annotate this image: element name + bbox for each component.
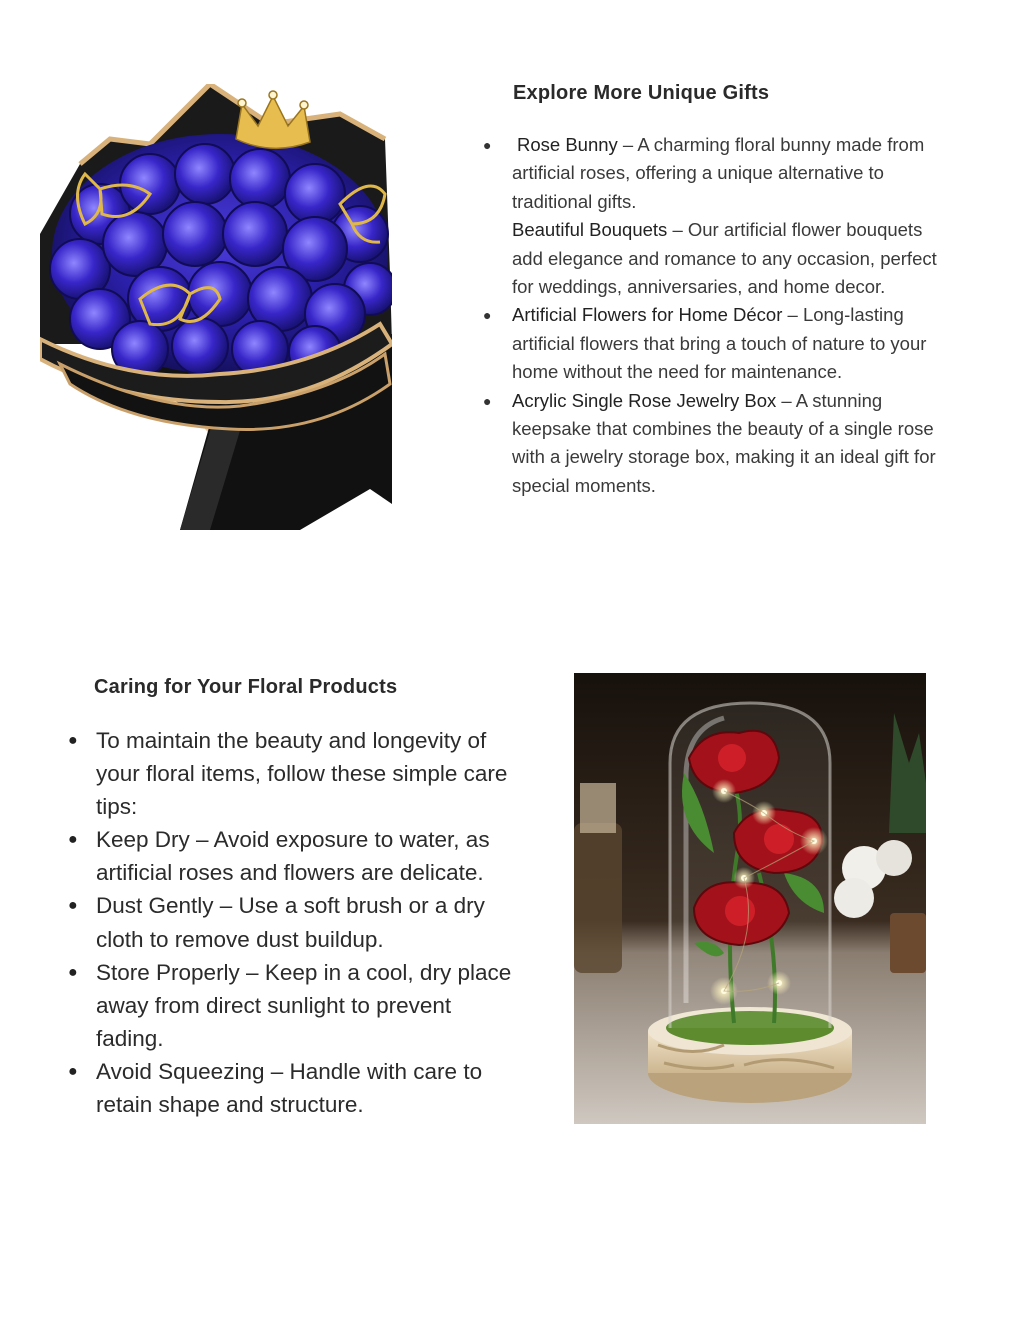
bullet-icon: ●	[68, 732, 78, 749]
list-item	[66, 823, 516, 889]
gift-term-home-decor: Artificial Flowers for Home Décor	[512, 304, 783, 326]
list-item	[66, 956, 516, 1055]
gift-description: – Long-lasting artificial flowers that bring a touch of nature to your home without the need for maintenance.	[512, 304, 927, 383]
care-tip-dust-gently: Dust Gently – Use a soft brush or a dry cloth to remove dust buildup.	[96, 893, 485, 952]
unique-gifts-section	[480, 82, 940, 500]
bullet-icon: ●	[483, 392, 492, 409]
bullet-icon: ●	[68, 897, 78, 915]
gift-description: – Our artificial flower bouquets add elegance and romance to any occasion, perfect for weddings, anniversaries, and home decor.	[512, 219, 937, 298]
bullet-icon: ●	[68, 1062, 78, 1080]
list-item	[66, 724, 516, 823]
bullet-icon: ●	[68, 831, 78, 849]
list-item	[66, 1055, 516, 1121]
list-item	[66, 889, 516, 955]
blue-rose-bouquet-image	[40, 84, 392, 530]
rose-glass-dome-image	[574, 673, 926, 1124]
list-item	[480, 301, 940, 386]
care-tip-avoid-squeezing: Avoid Squeezing – Handle with care to retain shape and structure.	[96, 1058, 483, 1118]
floral-care-section	[66, 676, 516, 1121]
care-tip-store-properly: Store Properly – Keep in a cool, dry place away from direct sunlight to prevent fading.	[96, 959, 512, 1051]
gift-term-beautiful-bouquets: Beautiful Bouquets	[512, 219, 668, 241]
gift-term-rose-bunny: Rose Bunny	[517, 134, 618, 155]
gift-term-jewelry-box: Acrylic Single Rose Jewelry Box	[512, 389, 777, 411]
care-tips-list	[66, 724, 516, 1121]
list-item	[480, 131, 940, 301]
care-tip-keep-dry: Keep Dry – Avoid exposure to water, as artificial roses and flowers are delicate.	[96, 827, 490, 886]
bullet-icon: ●	[483, 137, 492, 153]
care-tip-intro: To maintain the beauty and longevity of your floral items, follow these simple care tips:	[96, 728, 508, 820]
gift-description: – A charming floral bunny made from artificial roses, offering a unique alternative to traditional gifts.	[512, 134, 925, 212]
gift-description: – A stunning keepsake that combines the beauty of a single rose with a jewelry storage box, making it an ideal gift for special moments.	[512, 389, 936, 496]
bullet-icon: ●	[483, 307, 492, 324]
unique-gifts-list	[480, 131, 940, 500]
list-item	[480, 387, 940, 501]
bullet-icon: ●	[68, 963, 78, 981]
unique-gifts-heading: Explore More Unique Gifts	[513, 82, 770, 104]
floral-care-heading: Caring for Your Floral Products	[94, 676, 398, 698]
